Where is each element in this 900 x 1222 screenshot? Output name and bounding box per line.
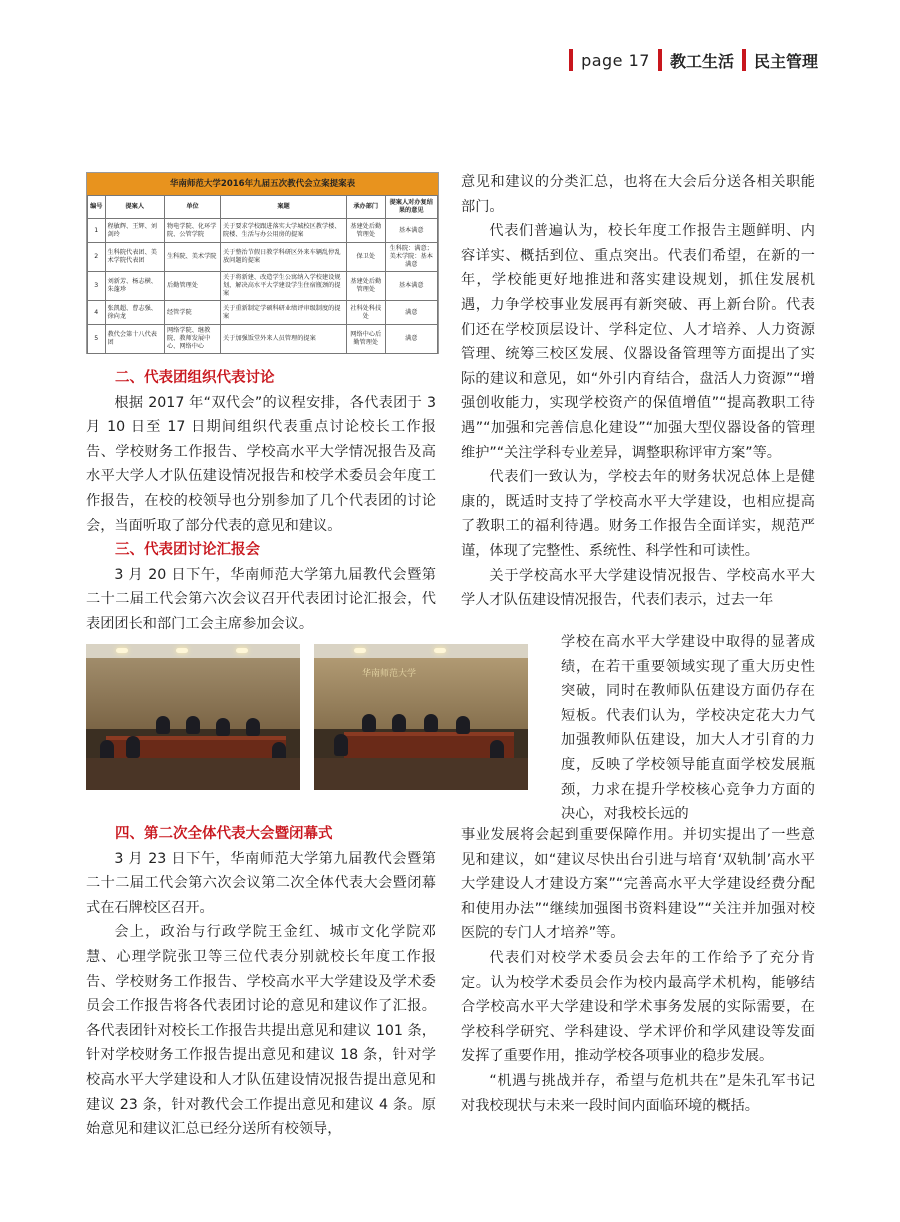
cell-no: 4: [88, 301, 106, 325]
table-header: 承办部门: [347, 196, 386, 219]
right-column-narrow: [561, 630, 815, 827]
cell-title: 关于要求学校跟进落实大学城校区教学楼、院楼、生活与办公用房的提案: [221, 219, 347, 243]
cell-proposer: 刘新芳、杨志横、朱蓬珍: [105, 272, 165, 301]
table-header: 提案人: [105, 196, 165, 219]
left-column-lower: [86, 822, 436, 1142]
paragraph: 关于学校高水平大学建设情况报告、学校高水平大学人才队伍建设情况报告，代表们表示，过去一年: [461, 567, 815, 609]
cell-unit: 网络学院、继教院、教师发展中心、网络中心: [165, 325, 221, 354]
table-row: [88, 243, 438, 272]
cell-opinion: 基本满意: [385, 272, 438, 301]
cell-opinion: 满意: [385, 325, 438, 354]
table-header: 案题: [221, 196, 347, 219]
paragraph: 代表们一致认为，学校去年的财务状况总体上是健康的，既适时支持了学校高水平大学建设，也相应提高了教职工的福利待遇。财务工作报告全面详实，规范严谨，体现了完整性、系统性、科学性和可读性。: [461, 469, 815, 559]
right-column: [461, 170, 815, 613]
paragraph: 意见和建议的分类汇总，也将在大会后分送各相关职能部门。: [461, 174, 815, 215]
table-title: 华南师范大学2016年九届五次教代会立案提案表: [87, 173, 438, 195]
cell-title: 关于将新建、改造学生公寓纳入学校建设规划，解决高水平大学建设学生住宿瓶颈的提案: [221, 272, 347, 301]
cell-proposer: 生科院代表团、美术学院代表团: [105, 243, 165, 272]
table-row: [88, 301, 438, 325]
paragraph: 事业发展将会起到重要保障作用。并切实提出了一些意见和建议，如“建议尽快出台引进与培育‘双轨制’高水平大学建设人才建设方案”“完善高水平大学建设经费分配和使用办法”“继续加强图书资料建设”“关注并加强对校医院的专门人才培养”等。: [461, 827, 815, 942]
section-heading: 三、代表团讨论汇报会: [115, 542, 260, 559]
cell-no: 2: [88, 243, 106, 272]
cell-title: 关于加强饭堂外来人员管理的提案: [221, 325, 347, 354]
cell-dept: 社科处科技处: [347, 301, 386, 325]
header-bar: [658, 49, 662, 71]
cell-opinion: 满意: [385, 301, 438, 325]
cell-opinion: 生科院：满意；美术学院：基本满意: [385, 243, 438, 272]
cell-proposer: 张凯超、曹志强、徐向龙: [105, 301, 165, 325]
table-row: [88, 272, 438, 301]
cell-proposer: 程敏辉、王辉、刘剑玲: [105, 219, 165, 243]
section-heading: 四、第二次全体代表大会暨闭幕式: [115, 826, 333, 842]
paragraph: 3 月 23 日下午，华南师范大学第九届教代会暨第二十二届工代会第六次会议第二次全体代表大会暨闭幕式在石牌校区召开。: [86, 850, 436, 916]
cell-no: 3: [88, 272, 106, 301]
table-row: [88, 325, 438, 354]
cell-title: 关于重新制定学硕科研业绩评审级制度的提案: [221, 301, 347, 325]
left-column-upper: [86, 366, 436, 637]
cell-unit: 经管学院: [165, 301, 221, 325]
header-bar: [742, 49, 746, 71]
table-row: [88, 219, 438, 243]
paragraph: 代表们普遍认为，校长年度工作报告主题鲜明、内容详实、概括到位、重点突出。代表们希望，在新的一年，学校能更好地推进和落实建设规划，抓住发展机遇，力争学校事业发展再有新突破、再上新台阶。代表们还在学校顶层设计、学科定位、人才培养、人力资源管理、统筹三校区发展、仪器设备管理等方面提出了实际的建议和意见，如“外引内育结合，盘活人力资源”“增强创收能力，实现学校资产的保值增值”“提高教职工待遇”“加强和完善信息化建设”“加强大型仪器设备的管理维护”“关注学科专业差异，调整职称评审方案”等。: [461, 223, 815, 461]
paragraph: 学校在高水平大学建设中取得的显著成绩，在若干重要领域实现了重大历史性突破，同时在教师队伍建设方面仍存在短板。代表们认为，学校决定花大力气加强教师队伍建设，加大人才引育的力度，反映了学校领导能直面学校发展瓶颈，力求在提升学校核心竞争力方面的决心，对我校长远的: [561, 634, 815, 823]
paragraph: 会上，政治与行政学院王金红、城市文化学院邓慧、心理学院张卫等三位代表分别就校长年度工作报告、学校财务工作报告、学校高水平大学建设及学术委员会工作报告将各代表团讨论的意见和建议作了汇报。各代表团针对校长工作报告共提出意见和建议 101 条，针对学校财务工作报告提出意见和建议 18 条，针对学校高水平大学建设和人才队伍建设情况报告提出意见和建议 23 条，针对教代会工作提出意见和建议 4 条。原始意见和建议汇总已经分送所有校领导，: [86, 924, 436, 1138]
cell-dept: 网络中心后勤管理处: [347, 325, 386, 354]
photo-sign: 华南师范大学: [362, 669, 417, 679]
section-label: 民主管理: [753, 51, 818, 71]
cell-no: 5: [88, 325, 106, 354]
cell-unit: 物电学院、化环学院、公管学院: [165, 219, 221, 243]
cell-no: 1: [88, 219, 106, 243]
cell-dept: 基建处后勤管理处: [347, 272, 386, 301]
cell-unit: 生科院、美术学院: [165, 243, 221, 272]
header-bar: [569, 49, 573, 71]
cell-title: 关于整治节假日教学科研区外来车辆乱停乱放问题的提案: [221, 243, 347, 272]
cell-unit: 后勤管理处: [165, 272, 221, 301]
table-header: 提案人对办复结果的意见: [385, 196, 438, 219]
proposal-table: [86, 172, 439, 354]
cell-dept: 保卫处: [347, 243, 386, 272]
table-header: 单位: [165, 196, 221, 219]
page-number: page 17: [581, 50, 650, 70]
cell-proposer: 教代会第十八代表团: [105, 325, 165, 354]
section-heading: 二、代表团组织代表讨论: [115, 370, 275, 386]
meeting-photo: [86, 644, 300, 790]
right-column-lower: [461, 823, 815, 1118]
cell-dept: 基建处后勤管理处: [347, 219, 386, 243]
cell-opinion: 基本满意: [385, 219, 438, 243]
paragraph: “机遇与挑战并存，希望与危机共在”是朱孔军书记对我校现状与未来一段时间内面临环境的概括。: [461, 1072, 815, 1114]
paragraph: 代表们对校学术委员会去年的工作给予了充分肯定。认为校学术委员会作为校内最高学术机构，能够结合学校高水平大学建设和学术事务发展的实际需要，在学校科学研究、学科建设、学术评价和学风建设等发面发挥了重要作用，推动学校各项事业的稳步发展。: [461, 949, 815, 1065]
meeting-photo: [314, 644, 528, 790]
table-header: 编号: [88, 196, 106, 219]
paragraph: 3 月 20 日下午，华南师范大学第九届教代会暨第二十二届工代会第六次会议召开代表团讨论汇报会，代表团团长和部门工会主席参加会议。: [86, 566, 436, 632]
section-label: 教工生活: [669, 51, 734, 71]
page-header: [569, 48, 818, 72]
paragraph: 根据 2017 年“双代会”的议程安排，各代表团于 3 月 10 日至 17 日期间组织代表重点讨论校长工作报告、学校财务工作报告、学校高水平大学情况报告及高水平大学人才队伍建设情况报告和校学术委员会年度工作报告，在校的校领导也分别参加了几个代表团的讨论会，当面听取了部分代表的意见和建议。: [86, 394, 436, 534]
